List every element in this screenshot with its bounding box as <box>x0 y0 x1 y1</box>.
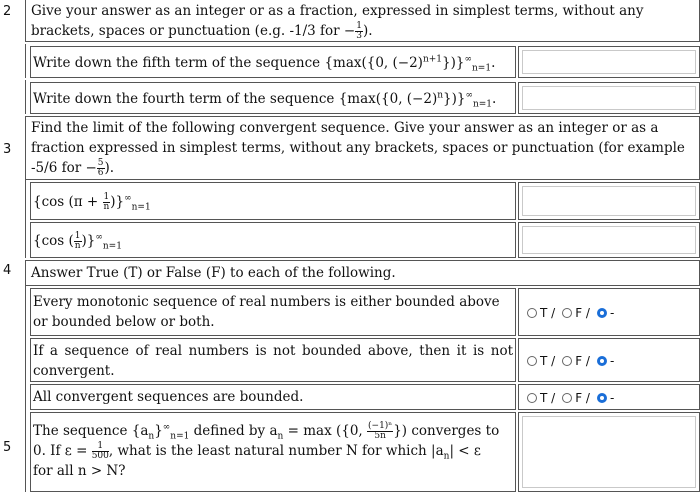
q4-3-none-radio[interactable] <box>597 393 607 403</box>
q4-2-true-radio[interactable] <box>527 356 537 366</box>
q4-statement-1: Every monotonic sequence of real numbers is either bounded above or bounded below or both. <box>30 288 516 336</box>
q4-2-false-label: F / <box>575 354 590 368</box>
q4-statement-3: All convergent sequences are bounded. <box>30 384 516 410</box>
q4-2-none-label: - <box>609 354 615 368</box>
q4-1-false-radio[interactable] <box>562 308 572 318</box>
q4-2-false-radio[interactable] <box>562 356 572 366</box>
q5-line-1: The sequence $\{a_n\}^\infty_{n=1}$ defined by $a_n = \max (\{0$, $\frac{\text{(−1)ⁿ}}{5n}$ }) converges to <box>33 421 500 442</box>
q2-part-1-answer-input[interactable] <box>518 46 700 78</box>
q3-part-1-prompt: {cos (π + $\frac{1}{n}$ )}$^\infty_{n=1}$ <box>30 182 516 220</box>
q4-statement-1-options <box>518 288 700 336</box>
q5-line-3: for all n > N? <box>33 463 126 479</box>
question-number-4: 4 <box>3 263 12 278</box>
q3-part-2-answer-input[interactable] <box>518 222 700 258</box>
q3-example-fraction: $\frac{5}{6}$ <box>97 158 104 178</box>
q5-answer-input[interactable] <box>518 412 700 492</box>
q2-part-2-prompt: Write down the fourth term of the sequence {max({0, $(-2)^n\})\}^\infty_{n=1}$. <box>30 82 516 114</box>
q4-1-false-label: F / <box>575 306 590 320</box>
q4-3-none-label: - <box>609 391 615 405</box>
q4-3-true-radio[interactable] <box>527 393 537 403</box>
q4-3-false-radio[interactable] <box>562 393 572 403</box>
q4-instructions: Answer True (T) or False (F) to each of the following. <box>25 260 700 286</box>
q2-part-1-prompt: Write down the fifth term of the sequence {max({0, $(-2)^{n+1}\})\}^\infty_{n=1}$. <box>30 46 516 78</box>
q4-statement-2: If a sequence of real numbers is not bounded above, then it is not convergent. <box>30 338 516 382</box>
q2-part-2-answer-input[interactable] <box>518 82 700 114</box>
q2-instructions-text: Give your answer as an integer or as a fraction, expressed in simplest terms, without any brackets, spaces or punctuation (e.g. -1/3 for − <box>31 3 644 39</box>
q3-part-1-answer-input[interactable] <box>518 182 700 220</box>
q4-1-none-label: - <box>609 306 615 320</box>
q2-instructions: Give your answer as an integer or as a fraction, expressed in simplest terms, without any brackets, spaces or punctuation (e.g. -1/3 for − $\frac{1}{3}$ ). <box>25 0 700 42</box>
q4-3-true-label: T / <box>540 391 556 405</box>
q4-statement-2-options <box>518 338 700 382</box>
q5-prompt <box>30 412 516 492</box>
question-number-3: 3 <box>3 142 12 157</box>
q4-1-none-radio[interactable] <box>597 308 607 318</box>
q4-3-false-label: F / <box>575 391 590 405</box>
q4-2-true-label: T / <box>540 354 556 368</box>
q5-line-2: 0. If ε = $\frac{1}{500}$ , what is the least natural number N for which $|a_n| < \varepsilon$ <box>33 441 481 462</box>
question-number-2: 2 <box>3 4 12 19</box>
q3-part-2-prompt: {cos ( $\frac{1}{n}$ )}$^\infty_{n=1}$ <box>30 222 516 258</box>
q4-statement-3-options <box>518 384 700 410</box>
q2-example-fraction: $\frac{1}{3}$ <box>356 21 362 41</box>
q4-1-true-radio[interactable] <box>527 308 537 318</box>
question-number-5: 5 <box>3 440 12 455</box>
q4-2-none-radio[interactable] <box>597 356 607 366</box>
q4-1-true-label: T / <box>540 306 556 320</box>
q3-instructions: Find the limit of the following convergent sequence. Give your answer as an integer or as a fraction expressed in simplest terms, without any brackets, spaces or punctuation (for example -5/6 for − $\frac{5}{6}$ ). <box>25 116 700 180</box>
